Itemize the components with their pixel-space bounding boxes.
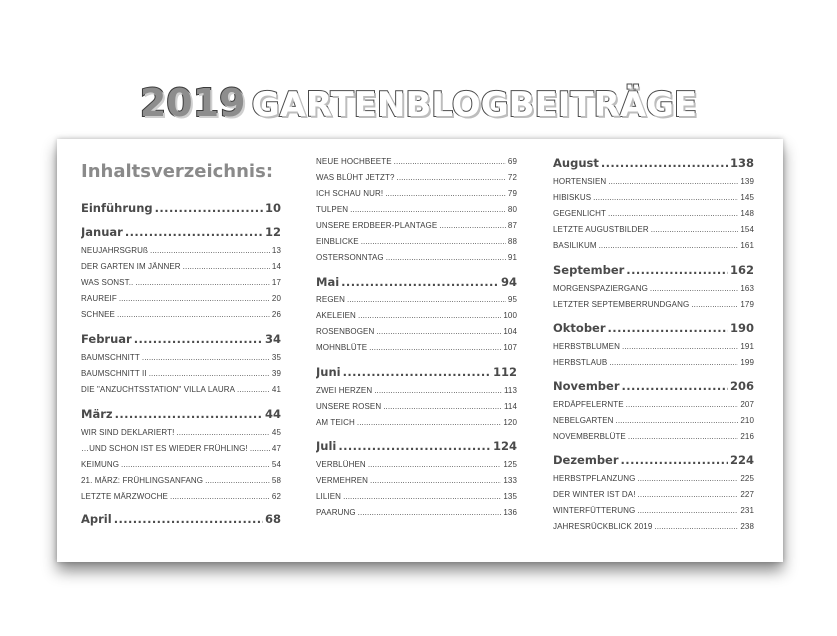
toc-page-number: 68: [264, 512, 281, 526]
toc-page-number: 69: [507, 157, 517, 166]
toc-page-number: 224: [729, 453, 754, 467]
dot-leader: [350, 205, 506, 214]
toc-entry-neue-hochbeete: [316, 157, 517, 166]
toc-entry-letzte-maerzwoche: [81, 492, 281, 501]
toc-page-number: 162: [729, 263, 754, 277]
toc-entry-label: DER WINTER IST DA!: [553, 490, 636, 499]
toc-page-number: 124: [492, 439, 517, 453]
dot-leader: [599, 241, 739, 250]
toc-page-number: 114: [503, 402, 517, 411]
toc-entry-label: MORGENSPAZIERGANG: [553, 284, 648, 293]
dot-leader: [343, 365, 491, 379]
toc-heading: Inhaltsverzeichnis:: [81, 161, 274, 182]
toc-entry-label: HIBISKUS: [553, 193, 592, 202]
dot-leader: [386, 253, 506, 262]
toc-entry-label: Juni: [316, 365, 341, 379]
toc-entry-letzte-augustbilder: [553, 225, 754, 234]
toc-page-number: 100: [503, 311, 517, 320]
toc-page-number: 95: [507, 295, 517, 304]
toc-entry-und-schon-ist-es-wieder-fruehling: [81, 444, 281, 453]
toc-entry-label: AKELEIEN: [316, 311, 356, 320]
dot-leader: [343, 492, 501, 501]
dot-leader: [368, 460, 502, 469]
toc-entry-der-winter-ist-da: [553, 490, 754, 499]
toc-page-number: 104: [503, 327, 517, 336]
dot-leader: [622, 379, 728, 393]
title-text: GARTENBLOGBEITRÄGE: [251, 84, 698, 125]
toc-entry-label: GEGENLICHT: [553, 209, 607, 218]
toc-entry-raureif: [81, 294, 281, 303]
toc-page-number: 206: [729, 379, 754, 393]
toc-entry-baumschnitt: [81, 353, 281, 362]
dot-leader: [150, 246, 270, 255]
toc-month-dezember: [553, 453, 754, 467]
toc-page-number: 41: [271, 385, 281, 394]
toc-entry-keimung: [81, 460, 281, 469]
toc-entry-label: WAS SONST..: [81, 278, 134, 287]
toc-entry-label: LETZTE AUGUSTBILDER: [553, 225, 649, 234]
toc-month-april: [81, 512, 281, 526]
dot-leader: [134, 332, 263, 346]
dot-leader: [374, 386, 502, 395]
toc-card: [57, 139, 783, 562]
toc-page-number: 94: [500, 275, 517, 289]
dot-leader: [397, 173, 506, 182]
toc-entry-tulpen: [316, 205, 517, 214]
toc-entry-unsere-erdbeer-plantage: [316, 221, 517, 230]
dot-leader: [608, 177, 738, 186]
title-year: 2019: [139, 80, 246, 125]
toc-entry-label: NOVEMBERBLÜTE: [553, 432, 626, 441]
toc-entry-hortensien: [553, 177, 754, 186]
toc-entry-label: VERBLÜHEN: [316, 460, 366, 469]
toc-entry-label: WIR SIND DEKLARIERT!: [81, 428, 175, 437]
dot-leader: [119, 294, 270, 303]
toc-entry-label: November: [553, 379, 620, 393]
toc-entry-ich-schau-nur: [316, 189, 517, 198]
toc-entry-herbstlaub: [553, 358, 754, 367]
dot-leader: [609, 358, 738, 367]
dot-leader: [651, 225, 739, 234]
toc-entry-ostersonntag: [316, 253, 517, 262]
dot-leader: [149, 369, 270, 378]
toc-entry-label: OSTERSONNTAG: [316, 253, 384, 262]
toc-entry-vermehren: [316, 476, 517, 485]
dot-leader: [155, 201, 263, 215]
toc-entry-einblicke: [316, 237, 517, 246]
toc-page-number: 58: [271, 476, 281, 485]
toc-month-november: [553, 379, 754, 393]
dot-leader: [183, 262, 270, 271]
toc-page-number: 88: [507, 237, 517, 246]
toc-month-februar: [81, 332, 281, 346]
dot-leader: [637, 506, 738, 515]
toc-entry-erdaepfelernte: [553, 400, 754, 409]
dot-leader: [358, 508, 502, 517]
toc-page-number: 91: [507, 253, 517, 262]
toc-entry-label: Mai: [316, 275, 340, 289]
dot-leader: [622, 342, 738, 351]
toc-entry-winterfuetterung: [553, 506, 754, 515]
toc-page-number: 133: [503, 476, 517, 485]
toc-page-number: 139: [740, 177, 754, 186]
toc-entry-label: HERBSTBLUMEN: [553, 342, 620, 351]
toc-entry-herbstpflanzung: [553, 474, 754, 483]
dot-leader: [616, 416, 739, 425]
dot-leader: [170, 492, 270, 501]
toc-entry-label: LETZTER SEPTEMBERRUNDGANG: [553, 300, 690, 309]
toc-entry-die-anzuchtsstation-villa-laura: [81, 385, 281, 394]
toc-entry-label: NEUJAHRSGRUß: [81, 246, 148, 255]
toc-page-number: 12: [264, 225, 281, 239]
toc-page-number: 238: [740, 522, 754, 531]
toc-entry-label: ICH SCHAU NUR!: [316, 189, 384, 198]
toc-entry-label: BAUMSCHNITT: [81, 353, 140, 362]
toc-entry-jahresrueckblick-2019: [553, 522, 754, 531]
toc-page-number: 72: [507, 173, 517, 182]
toc-entry-label: BASILIKUM: [553, 241, 597, 250]
toc-entry-nebelgarten: [553, 416, 754, 425]
toc-entry-was-blueht-jetzt: [316, 173, 517, 182]
toc-entry-label: Februar: [81, 332, 132, 346]
toc-entry-label: ROSENBOGEN: [316, 327, 375, 336]
toc-entry-label: PAARUNG: [316, 508, 356, 517]
toc-entry-label: April: [81, 512, 112, 526]
dot-leader: [608, 209, 738, 218]
toc-entry-label: UNSERE ERDBEER-PLANTAGE: [316, 221, 438, 230]
toc-entry-label: LILIEN: [316, 492, 342, 501]
dot-leader: [626, 400, 739, 409]
toc-page-number: 13: [271, 246, 281, 255]
dot-leader: [439, 221, 506, 230]
toc-entry-regen: [316, 295, 517, 304]
toc-page-number: 87: [507, 221, 517, 230]
toc-page-number: 190: [729, 321, 754, 335]
toc-page-number: 154: [740, 225, 754, 234]
toc-entry-label: Einführung: [81, 201, 153, 215]
toc-entry-label: …UND SCHON IST ES WIEDER FRÜHLING!: [81, 444, 248, 453]
dot-leader: [626, 263, 728, 277]
toc-page-number: 207: [740, 400, 754, 409]
toc-page-number: 120: [503, 418, 517, 427]
toc-entry-label: HERBSTPFLANZUNG: [553, 474, 636, 483]
dot-leader: [385, 189, 506, 198]
toc-page-number: 112: [492, 365, 517, 379]
toc-entry-akeleien: [316, 311, 517, 320]
dot-leader: [347, 295, 506, 304]
toc-entry-label: REGEN: [316, 295, 345, 304]
toc-entry-label: SCHNEE: [81, 310, 115, 319]
toc-entry-label: NEBELGARTEN: [553, 416, 614, 425]
toc-entry-label: DER GARTEN IM JÄNNER: [81, 262, 181, 271]
dot-leader: [115, 407, 263, 421]
toc-entry-label: WAS BLÜHT JETZT?: [316, 173, 395, 182]
dot-leader: [654, 522, 738, 531]
toc-page-number: 20: [271, 294, 281, 303]
toc-entry-mohnbluete: [316, 343, 517, 352]
toc-month-juni: [316, 365, 517, 379]
dot-leader: [250, 444, 270, 453]
toc-page-number: 39: [271, 369, 281, 378]
toc-entry-letzter-septemberrundgang: [553, 300, 754, 309]
toc-page-number: 216: [740, 432, 754, 441]
toc-page-number: 145: [740, 193, 754, 202]
toc-entry-label: Januar: [81, 225, 123, 239]
toc-page-number: 161: [740, 241, 754, 250]
toc-entry-label: HERBSTLAUB: [553, 358, 608, 367]
dot-leader: [394, 157, 506, 166]
toc-entry-unsere-rosen: [316, 402, 517, 411]
toc-entry-label: Dezember: [553, 453, 619, 467]
toc-page-number: 148: [740, 209, 754, 218]
toc-entry-label: WINTERFÜTTERUNG: [553, 506, 636, 515]
dot-leader: [691, 300, 738, 309]
dot-leader: [357, 418, 501, 427]
toc-entry-paarung: [316, 508, 517, 517]
toc-entry-der-garten-im-jaenner: [81, 262, 281, 271]
toc-month-mai: [316, 275, 517, 289]
dot-leader: [650, 284, 738, 293]
toc-entry-label: DIE "ANZUCHTSSTATION" VILLA LAURA: [81, 385, 236, 394]
toc-entry-label: Juli: [316, 439, 337, 453]
toc-entry-basilikum: [553, 241, 754, 250]
dot-leader: [114, 512, 263, 526]
toc-entry-label: September: [553, 263, 625, 277]
toc-page-number: 17: [271, 278, 281, 287]
toc-entry-zwei-herzen: [316, 386, 517, 395]
dot-leader: [628, 432, 738, 441]
toc-page-number: 26: [271, 310, 281, 319]
toc-page-number: 225: [740, 474, 754, 483]
toc-page-number: 54: [271, 460, 281, 469]
toc-page-number: 138: [729, 156, 754, 170]
toc-entry-baumschnitt-ii: [81, 369, 281, 378]
dot-leader: [621, 453, 728, 467]
toc-entry-herbstblumen: [553, 342, 754, 351]
toc-month-januar: [81, 225, 281, 239]
toc-page-number: 107: [503, 343, 517, 352]
toc-entry-label: ZWEI HERZEN: [316, 386, 373, 395]
dot-leader: [205, 476, 270, 485]
dot-leader: [358, 311, 501, 320]
toc-entry-schnee: [81, 310, 281, 319]
toc-entry-wir-sind-deklariert: [81, 428, 281, 437]
toc-page-number: 136: [503, 508, 517, 517]
toc-page-number: 34: [264, 332, 281, 346]
toc-page-number: 231: [740, 506, 754, 515]
toc-page-number: 62: [271, 492, 281, 501]
toc-entry-label: August: [553, 156, 599, 170]
toc-entry-am-teich: [316, 418, 517, 427]
dot-leader: [637, 474, 738, 483]
toc-page-number: 113: [503, 386, 517, 395]
dot-leader: [608, 321, 728, 335]
toc-page-number: 135: [503, 492, 517, 501]
dot-leader: [638, 490, 739, 499]
toc-entry-label: NEUE HOCHBEETE: [316, 157, 392, 166]
toc-entry-label: Oktober: [553, 321, 606, 335]
dot-leader: [176, 428, 269, 437]
toc-entry-label: JAHRESRÜCKBLICK 2019: [553, 522, 653, 531]
dot-leader: [601, 156, 728, 170]
toc-entry-label: VERMEHREN: [316, 476, 369, 485]
toc-entry-label: UNSERE ROSEN: [316, 402, 382, 411]
toc-page-number: 227: [740, 490, 754, 499]
toc-entry-label: AM TEICH: [316, 418, 355, 427]
toc-page-number: 210: [740, 416, 754, 425]
toc-month-oktober: [553, 321, 754, 335]
dot-leader: [338, 439, 491, 453]
toc-entry-21-maerz-fruehlingsanfang: [81, 476, 281, 485]
toc-page-number: 44: [264, 407, 281, 421]
dot-leader: [370, 476, 501, 485]
toc-entry-gegenlicht: [553, 209, 754, 218]
dot-leader: [125, 225, 263, 239]
toc-entry-label: MOHNBLÜTE: [316, 343, 368, 352]
toc-page-number: 125: [503, 460, 517, 469]
toc-entry-label: 21. MÄRZ: FRÜHLINGSANFANG: [81, 476, 204, 485]
toc-entry-label: RAUREIF: [81, 294, 117, 303]
dot-leader: [383, 402, 502, 411]
toc-entry-label: EINBLICKE: [316, 237, 359, 246]
toc-entry-neujahrsgruss: [81, 246, 281, 255]
toc-entry-label: März: [81, 407, 113, 421]
toc-entry-label: KEIMUNG: [81, 460, 120, 469]
dot-leader: [341, 275, 499, 289]
dot-leader: [121, 460, 270, 469]
toc-page-number: 191: [740, 342, 754, 351]
toc-page-number: 80: [507, 205, 517, 214]
toc-page-number: 199: [740, 358, 754, 367]
page-title: [0, 81, 837, 127]
toc-month-maerz: [81, 407, 281, 421]
dot-leader: [593, 193, 738, 202]
dot-leader: [117, 310, 270, 319]
toc-page-number: 35: [271, 353, 281, 362]
dot-leader: [142, 353, 270, 362]
toc-entry-verbluehen: [316, 460, 517, 469]
toc-entry-novemberbluete: [553, 432, 754, 441]
toc-entry-label: TULPEN: [316, 205, 349, 214]
toc-page-number: 47: [271, 444, 281, 453]
toc-page-number: 163: [740, 284, 754, 293]
toc-entry-label: ERDÄPFELERNTE: [553, 400, 624, 409]
toc-month-juli: [316, 439, 517, 453]
toc-page-number: 14: [271, 262, 281, 271]
dot-leader: [376, 327, 501, 336]
toc-month-august: [553, 156, 754, 170]
toc-page-number: 45: [271, 428, 281, 437]
toc-entry-lilien: [316, 492, 517, 501]
dot-leader: [361, 237, 506, 246]
dot-leader: [237, 385, 270, 394]
toc-entry-rosenbogen: [316, 327, 517, 336]
toc-page-number: 179: [740, 300, 754, 309]
toc-page-number: 79: [507, 189, 517, 198]
toc-page-number: 10: [264, 201, 281, 215]
dot-leader: [135, 278, 270, 287]
toc-entry-was-sonst: [81, 278, 281, 287]
toc-entry-label: BAUMSCHNITT II: [81, 369, 147, 378]
toc-entry-label: LETZTE MÄRZWOCHE: [81, 492, 168, 501]
dot-leader: [369, 343, 501, 352]
toc-entry-hibiskus: [553, 193, 754, 202]
toc-entry-label: HORTENSIEN: [553, 177, 607, 186]
toc-month-september: [553, 263, 754, 277]
toc-month-einfuehrung: [81, 201, 281, 215]
toc-entry-morgenspaziergang: [553, 284, 754, 293]
